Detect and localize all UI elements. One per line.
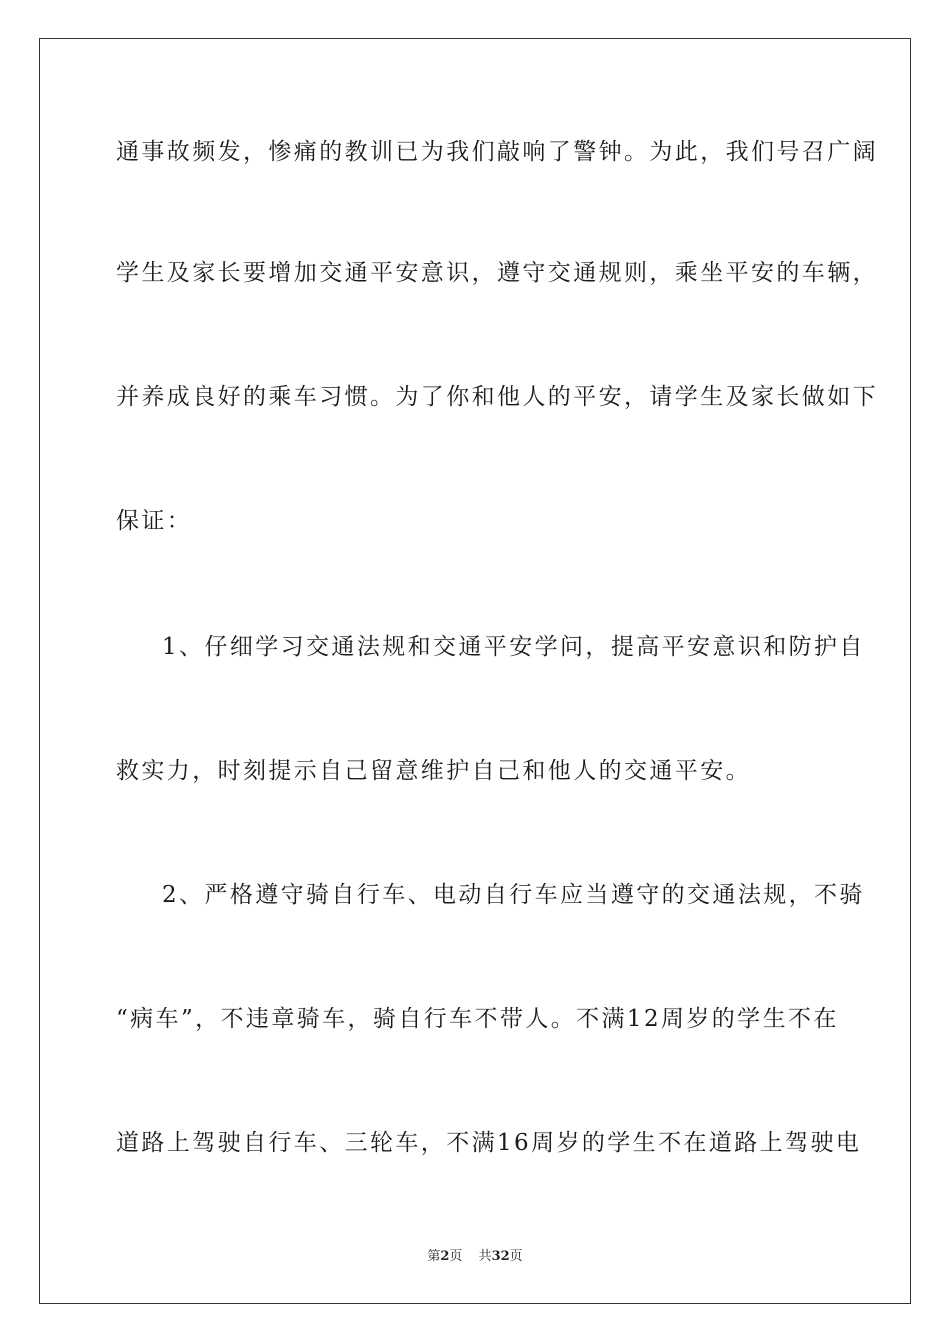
text-line-1: 通事故频发，惨痛的教训已为我们敲响了警钟。为此，我们号召广阔 bbox=[116, 139, 878, 165]
text-line-4: 保证： bbox=[116, 508, 193, 534]
text-line-8: “病车”，不违章骑车，骑自行车不带人。不满12周岁的学生不在 bbox=[116, 1006, 839, 1032]
text-line-6: 救实力，时刻提示自己留意维护自己和他人的交通平安。 bbox=[116, 758, 751, 784]
page-border bbox=[39, 38, 911, 1304]
page-total: 共32页 bbox=[478, 1249, 523, 1264]
text-line-2: 学生及家长要增加交通平安意识，遵守交通规则，乘坐平安的车辆， bbox=[116, 260, 878, 286]
page-footer bbox=[0, 1248, 950, 1266]
page-number: 第2页 bbox=[427, 1249, 463, 1264]
text-line-5-item-1: 1、仔细学习交通法规和交通平安学问，提高平安意识和防护自 bbox=[162, 634, 865, 660]
text-line-9: 道路上驾驶自行车、三轮车，不满16周岁的学生不在道路上驾驶电 bbox=[116, 1130, 862, 1156]
text-line-3: 并养成良好的乘车习惯。为了你和他人的平安，请学生及家长做如下 bbox=[116, 384, 878, 410]
text-line-7-item-2: 2、严格遵守骑自行车、电动自行车应当遵守的交通法规，不骑 bbox=[162, 882, 865, 908]
